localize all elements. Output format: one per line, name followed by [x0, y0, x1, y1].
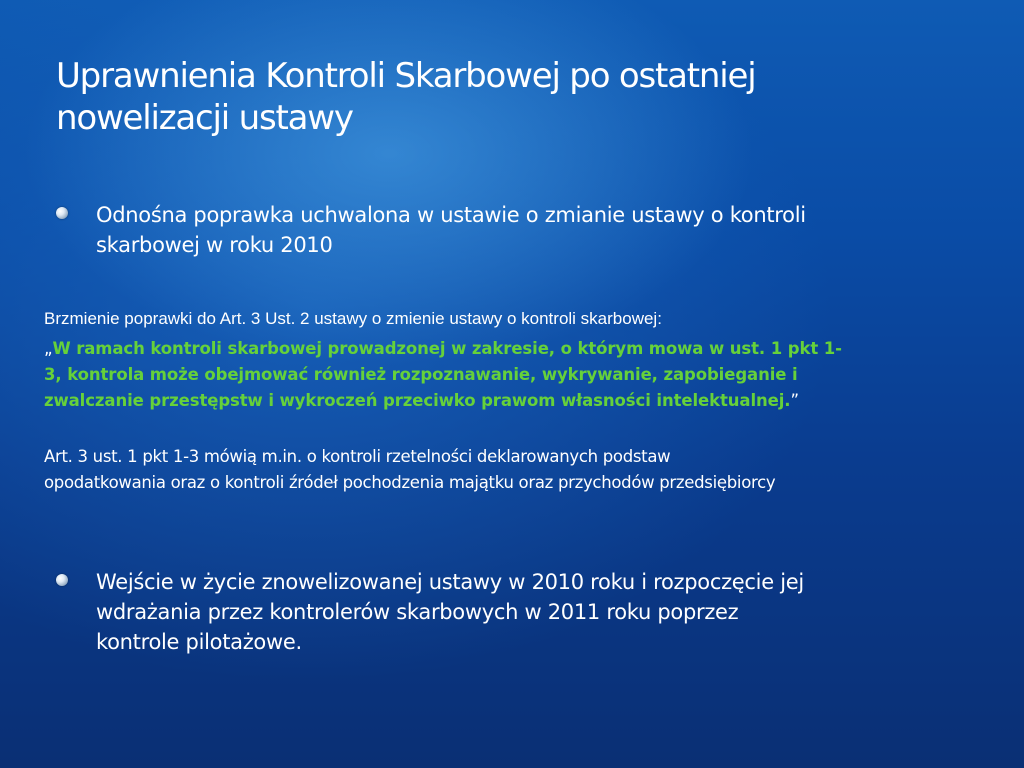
bullet-icon — [56, 574, 68, 586]
title-line-1: Uprawnienia Kontroli Skarbowej po ostatniej — [56, 56, 756, 96]
bullet-text — [96, 200, 986, 260]
bullet-icon — [56, 207, 68, 219]
amendment-quote — [44, 336, 979, 414]
open-quote-mark: „ — [44, 339, 53, 358]
quote-line — [44, 388, 979, 414]
bullet-text — [96, 567, 986, 657]
slide-title — [56, 55, 956, 139]
amendment-intro: Brzmienie poprawki do Art. 3 Ust. 2 ustawy o zmienie ustawy o kontroli skarbowej: — [44, 309, 662, 328]
quote-line — [44, 336, 979, 362]
quote-line-text: zwalczanie przestępstw i wykroczeń przeciwko prawom własności intelektualnej. — [44, 391, 791, 410]
bullet-line: skarbowej w roku 2010 — [96, 233, 333, 257]
bullet-amendment-passed — [56, 200, 986, 260]
bullet-line: kontrole pilotażowe. — [96, 630, 302, 654]
quote-line-text: W ramach kontroli skarbowej prowadzonej w zakresie, o którym mowa w ust. 1 pkt 1- — [52, 339, 842, 358]
close-quote-mark: ” — [790, 391, 799, 410]
bullet-implementation — [56, 567, 986, 657]
note-line: Art. 3 ust. 1 pkt 1-3 mówią m.in. o kontroli rzetelności deklarowanych podstaw — [44, 447, 671, 466]
title-line-2: nowelizacji ustawy — [56, 98, 353, 138]
note-line: opodatkowania oraz o kontroli źródeł pochodzenia majątku oraz przychodów przedsiębiorcy — [44, 473, 776, 492]
bullet-line: Odnośna poprawka uchwalona w ustawie o zmianie ustawy o kontroli — [96, 203, 806, 227]
quote-line: 3, kontrola może obejmować również rozpoznawanie, wykrywanie, zapobieganie i — [44, 365, 798, 384]
bullet-line: Wejście w życie znowelizowanej ustawy w 2010 roku i rozpoczęcie jej — [96, 570, 804, 594]
article-note — [44, 444, 1004, 496]
bullet-line: wdrażania przez kontrolerów skarbowych w 2011 roku poprzez — [96, 600, 739, 624]
